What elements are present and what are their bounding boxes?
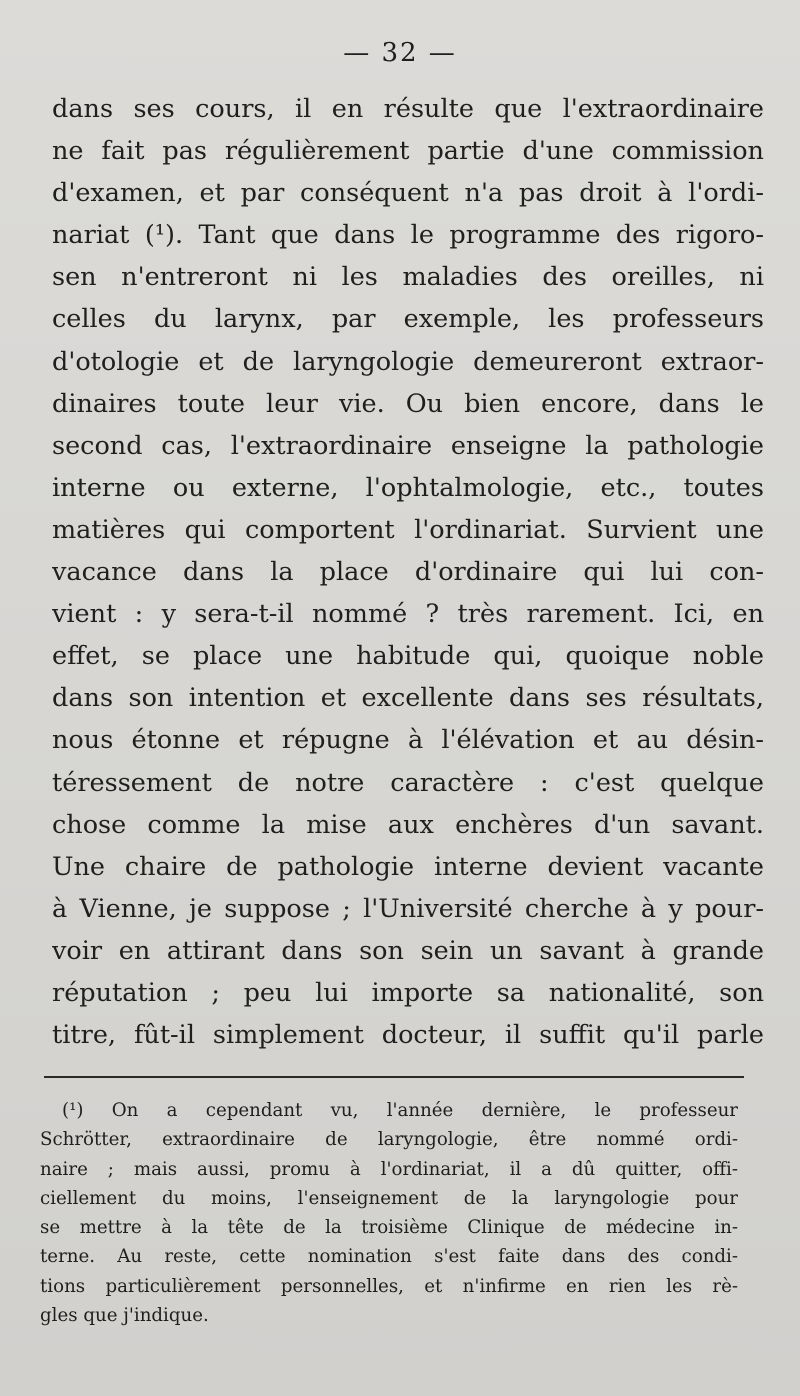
body-line: réputation ; peu lui importe sa nationalité, son [52, 977, 764, 1008]
body-line: sen n'entreront ni les maladies des oreilles, ni [52, 262, 764, 293]
page-number: — 32 — [343, 38, 457, 68]
body-line: dinaires toute leur vie. Ou bien encore, dans le [52, 388, 764, 419]
body-line: vient : y sera-t-il nommé ? très rarement. Ici, en [52, 599, 764, 630]
footnote-line: naire ; mais aussi, promu à l'ordinariat, il a dû quitter, offi- [40, 1158, 738, 1180]
footnote-line: se mettre à la tête de la troisième Clinique de médecine in- [40, 1217, 738, 1239]
footnote-divider [44, 1076, 744, 1078]
footnote-line: ciellement du moins, l'enseignement de la laryngologie pour [40, 1187, 738, 1209]
footnote-line: tions particulièrement personnelles, et n'infirme en rien les rè- [40, 1275, 738, 1297]
body-text [52, 88, 764, 1056]
body-line: d'examen, et par conséquent n'a pas droit à l'ordi- [52, 178, 764, 209]
body-line: ne fait pas régulièrement partie d'une commission [52, 136, 764, 167]
body-line: nous étonne et répugne à l'élévation et au désin- [52, 725, 764, 756]
body-line: dans son intention et excellente dans ses résultats, [52, 683, 764, 714]
footnote-line: gles que j'indique. [40, 1305, 209, 1327]
body-line: téressement de notre caractère : c'est quelque [52, 767, 764, 798]
body-line: second cas, l'extraordinaire enseigne la pathologie [52, 430, 764, 461]
body-line: celles du larynx, par exemple, les professeurs [52, 304, 764, 335]
body-line: dans ses cours, il en résulte que l'extraordinaire [52, 94, 764, 124]
body-line: effet, se place une habitude qui, quoique noble [52, 641, 764, 672]
body-line: interne ou externe, l'ophtalmologie, etc., toutes [52, 472, 764, 503]
footnote-line: terne. Au reste, cette nomination s'est faite dans des condi- [40, 1246, 738, 1268]
body-line: Une chaire de pathologie interne devient vacante [52, 851, 764, 882]
body-line: vacance dans la place d'ordinaire qui lui con- [52, 557, 764, 588]
footnote-line: (¹) On a cependant vu, l'année dernière, le professeur [62, 1100, 738, 1121]
body-line: chose comme la mise aux enchères d'un savant. [52, 809, 764, 840]
body-line: à Vienne, je suppose ; l'Université cherche à y pour- [52, 893, 764, 924]
footnote [40, 1096, 738, 1330]
footnote-line: Schrötter, extraordinaire de laryngologie, être nommé ordi- [40, 1129, 738, 1151]
body-line: matières qui comportent l'ordinariat. Survient une [52, 514, 764, 545]
body-line: nariat (¹). Tant que dans le programme des rigoro- [52, 220, 764, 251]
body-line: titre, fût-il simplement docteur, il suffit qu'il parle [52, 1020, 764, 1051]
body-line: d'otologie et de laryngologie demeureront extraor- [52, 346, 764, 377]
body-line: voir en attirant dans son sein un savant à grande [52, 935, 764, 966]
